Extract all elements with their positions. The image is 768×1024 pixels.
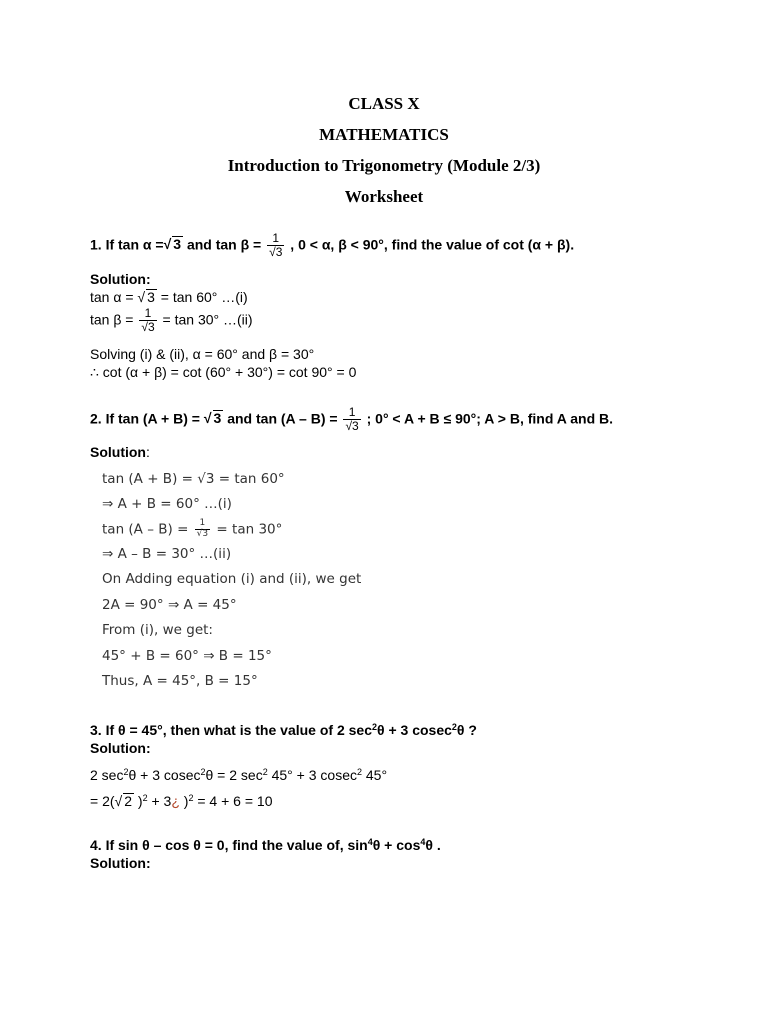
q2-step-2: ⇒ A + B = 60° …(i) xyxy=(102,496,232,512)
q1-line-3: Solving (i) & (ii), α = 60° and β = 30° xyxy=(90,346,315,362)
question-2: 2. If tan (A + B) = √ 3 and tan (A – B) = $\frac{1}{√3}$ ; 0° < A + B ≤ 90°; A > B, find A and B. xyxy=(90,405,614,434)
q3-line-1: 2 $\sec^2\theta + 3$ cosec$^2$θ = 2 $\sec^2 45^\circ + 3$ cosec$^2$ 45° xyxy=(90,767,388,783)
q2-step-5: On Adding equation (i) and (ii), we get xyxy=(102,571,362,587)
question-4: 4. If sin θ – cos θ = 0, find the value of, $\sin^4\theta + \cos^4\theta$ . xyxy=(90,837,441,853)
question-1: 1. If tan α =√ 3 and tan β = $\frac{1}{√3}$ , 0 < α, β < 90°, find the value of cot (α + β). xyxy=(90,231,575,260)
q2-step-1: tan (A + B) = √3 = tan 60° xyxy=(102,471,285,487)
solution-label-2: Solution: xyxy=(90,444,150,460)
q1-line-1: tan α = √ 3 = tan 60° …(i) xyxy=(90,289,248,305)
class-title: CLASS X xyxy=(348,94,420,113)
solution-label-1: Solution: xyxy=(90,271,151,287)
question-3: 3. If θ = 45°, then what is the value of 2 $\sec^2\theta + 3$ cosec$^2$θ ? xyxy=(90,722,477,738)
q3-line-2: = 2(√ 2 )$^2$ + 3¿ )$^2$ = 4 + 6 = 10 xyxy=(90,793,273,809)
q1-line-2: tan β = $\frac{1}{√3}$ = tan 30° …(ii) xyxy=(90,306,253,335)
q2-step-6: 2A = 90° ⇒ A = 45° xyxy=(102,597,237,613)
q1-line-4: ∴ cot (α + β) = cot (60° + 30°) = cot 90° = 0 xyxy=(90,364,357,380)
solution-label-3: Solution: xyxy=(90,740,151,756)
q2-step-7: From (i), we get: xyxy=(102,622,213,638)
solution-label-4: Solution: xyxy=(90,855,151,871)
q2-step-9: Thus, A = 45°, B = 15° xyxy=(102,673,258,689)
worksheet-title: Worksheet xyxy=(344,187,424,206)
topic-title: Introduction to Trigonometry (Module 2/3) xyxy=(227,156,541,175)
q2-step-8: 45° + B = 60° ⇒ B = 15° xyxy=(102,648,272,664)
subject-title: MATHEMATICS xyxy=(319,125,449,144)
q2-step-4: ⇒ A – B = 30° …(ii) xyxy=(102,546,232,562)
q2-step-3: tan (A – B) = $\frac{1}{√3}$ = tan 30° xyxy=(102,518,283,539)
